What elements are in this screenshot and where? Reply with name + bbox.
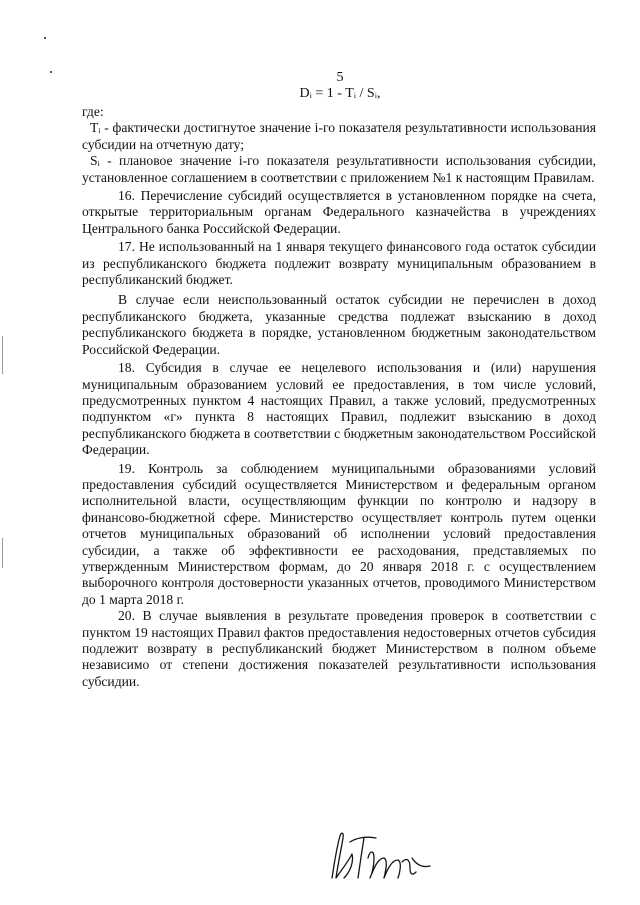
- paragraph-16: 16. Перечисление субсидий осуществляется в установленном порядке на счета, открытые территориальным органам Федерального казначейства в учреждениях Центрального банка Российской Федерации.: [82, 188, 596, 236]
- paragraph-17-remainder: В случае если неиспользованный остаток субсидии не перечислен в доход республиканского бюджета, указанные средства подлежат взысканию в доход республиканского бюджета в порядке, установленном бюджетным законодательством Российской Федерации.: [82, 292, 596, 357]
- formula: Dᵢ = 1 - Tᵢ / Sᵢ,: [299, 86, 381, 101]
- paragraph-17: 17. Не использованный на 1 января текущего финансового года остаток субсидии из республиканского бюджета подлежит возврату муниципальным образованием в республиканский бюджет.: [82, 239, 596, 288]
- paragraph-si-definition: Sᵢ - плановое значение i-го показателя результативности использования субсидии, установленное соглашением в соответствии с приложением №1 к настоящим Правилам.: [82, 153, 596, 185]
- scan-speck: [44, 37, 46, 39]
- page-number: 5: [336, 70, 344, 85]
- handwritten-signature: [326, 828, 436, 884]
- paragraph-ti-definition: Tᵢ - фактически достигнутое значение i-го показателя результативности использования субсидии на отчетную дату;: [82, 120, 596, 152]
- paragraph-20: 20. В случае выявления в результате проведения проверок в соответствии с пунктом 19 настоящих Правил фактов предоставления недостоверных отчетов субсидия подлежит возврату в республиканский бюджет Министерством в полном объеме независимо от степени достижения показателей результативности использования субсидии.: [82, 608, 596, 689]
- scan-edge-mark: [2, 538, 3, 568]
- paragraph-18: 18. Субсидия в случае ее нецелевого использования и (или) нарушения муниципальным образованием условий ее предоставления, в том числе условий, предусмотренных пунктом 4 настоящих Правил, а также условий, предусмотренных подпунктом «г» пункта 8 настоящих Правил, подлежит взысканию в доход республиканского бюджета в соответствии с бюджетным законодательством Российской Федерации.: [82, 360, 596, 458]
- paragraph-where: где:: [82, 104, 104, 119]
- document-body: [82, 104, 596, 690]
- paragraph-19: 19. Контроль за соблюдением муниципальными образованиями условий предоставления субсидий осуществляется Министерством и федеральным органом исполнительной власти, осуществляющим функции по контролю и надзору в финансово-бюджетной сфере. Министерство осуществляет контроль путем оценки отчетов муниципальных образований об исполнении условий предоставления субсидии, а также об эффективности ее расходования, представляемых по утвержденным Министерством формам, до 20 января 2018 г. с осуществлением выборочного контроля достоверности указанных отчетов, проводимого Министерством до 1 марта 2018 г.: [82, 460, 596, 607]
- scan-edge-mark: [2, 336, 3, 374]
- scan-speck: [50, 71, 52, 73]
